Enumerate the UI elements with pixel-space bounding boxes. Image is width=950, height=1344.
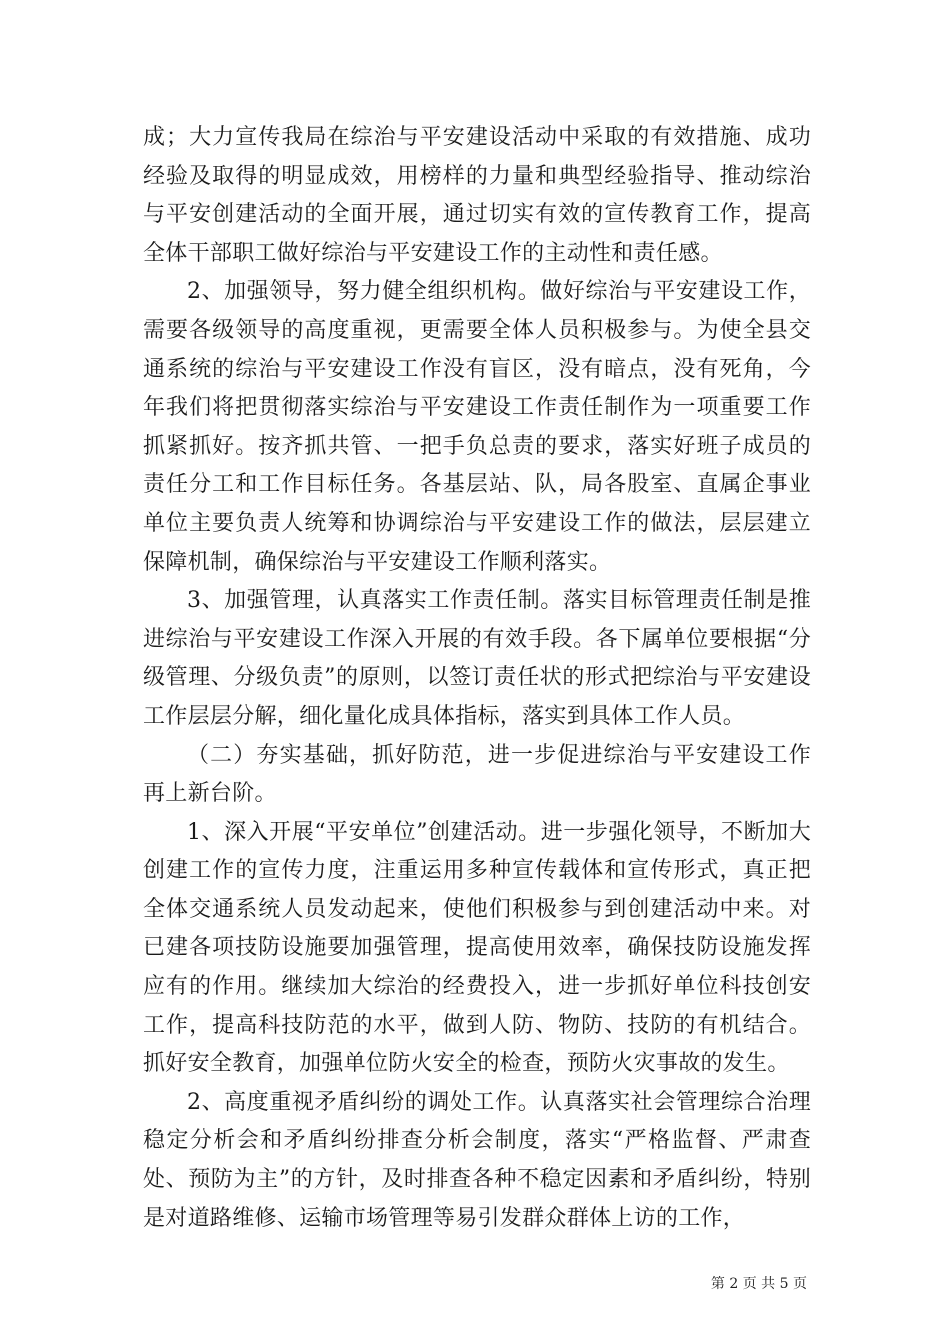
page-number: 第 2 页 共 5 页	[710, 1276, 807, 1292]
paragraph-3: 3、加强管理，认真落实工作责任制。落实目标管理责任制是推进综治与平安建设工作深入开展的有效手段。各下属单位要根据“分级管理、分级负责”的原则，以签订责任状的形式把综治与平安建设工作层层分解，细化量化成具体指标，落实到具体工作人员。	[143, 588, 811, 729]
paragraph-2: 2、加强领导，努力健全组织机构。做好综治与平安建设工作，需要各级领导的高度重视，更需要全体人员积极参与。为使全县交通系统的综治与平安建设工作没有盲区，没有暗点，没有死角，今年我们将把贯彻落实综治与平安建设工作责任制作为一项重要工作抓紧抓好。按齐抓共管、一把手负总责的要求，落实好班子成员的责任分工和工作目标任务。各基层站、队，局各股室、直属企事业单位主要负责人统筹和协调综治与平安建设工作的做法，层层建立保障机制，确保综治与平安建设工作顺利落实。	[143, 279, 811, 575]
paragraph-5: 2、高度重视矛盾纠纷的调处工作。认真落实社会管理综合治理稳定分析会和矛盾纠纷排查分析会制度，落实“严格监督、严肃查处、预防为主”的方针，及时排查各种不稳定因素和矛盾纠纷，特别是对道路维修、运输市场管理等易引发群众群体上访的工作，	[143, 1089, 811, 1231]
paragraph-4: 1、深入开展“平安单位”创建活动。进一步强化领导，不断加大创建工作的宣传力度，注重运用多种宣传载体和宣传形式，真正把全体交通系统人员发动起来，使他们积极参与到创建活动中来。对已建各项技防设施要加强管理，提高使用效率，确保技防设施发挥应有的作用。继续加大综治的经费投入，进一步抓好单位科技创安工作，提高科技防范的水平，做到人防、物防、技防的有机结合。抓好安全教育，加强单位防火安全的检查，预防火灾事故的发生。	[143, 819, 811, 1077]
section-heading: （二）夯实基础，抓好防范，进一步促进综治与平安建设工作再上新台阶。	[143, 742, 811, 807]
paragraph-1: 成；大力宣传我局在综治与平安建设活动中采取的有效措施、成功经验及取得的明显成效，用榜样的力量和典型经验指导、推动综治与平安创建活动的全面开展，通过切实有效的宣传教育工作，提高全体干部职工做好综治与平安建设工作的主动性和责任感。	[143, 125, 811, 266]
document-body	[143, 119, 811, 1238]
